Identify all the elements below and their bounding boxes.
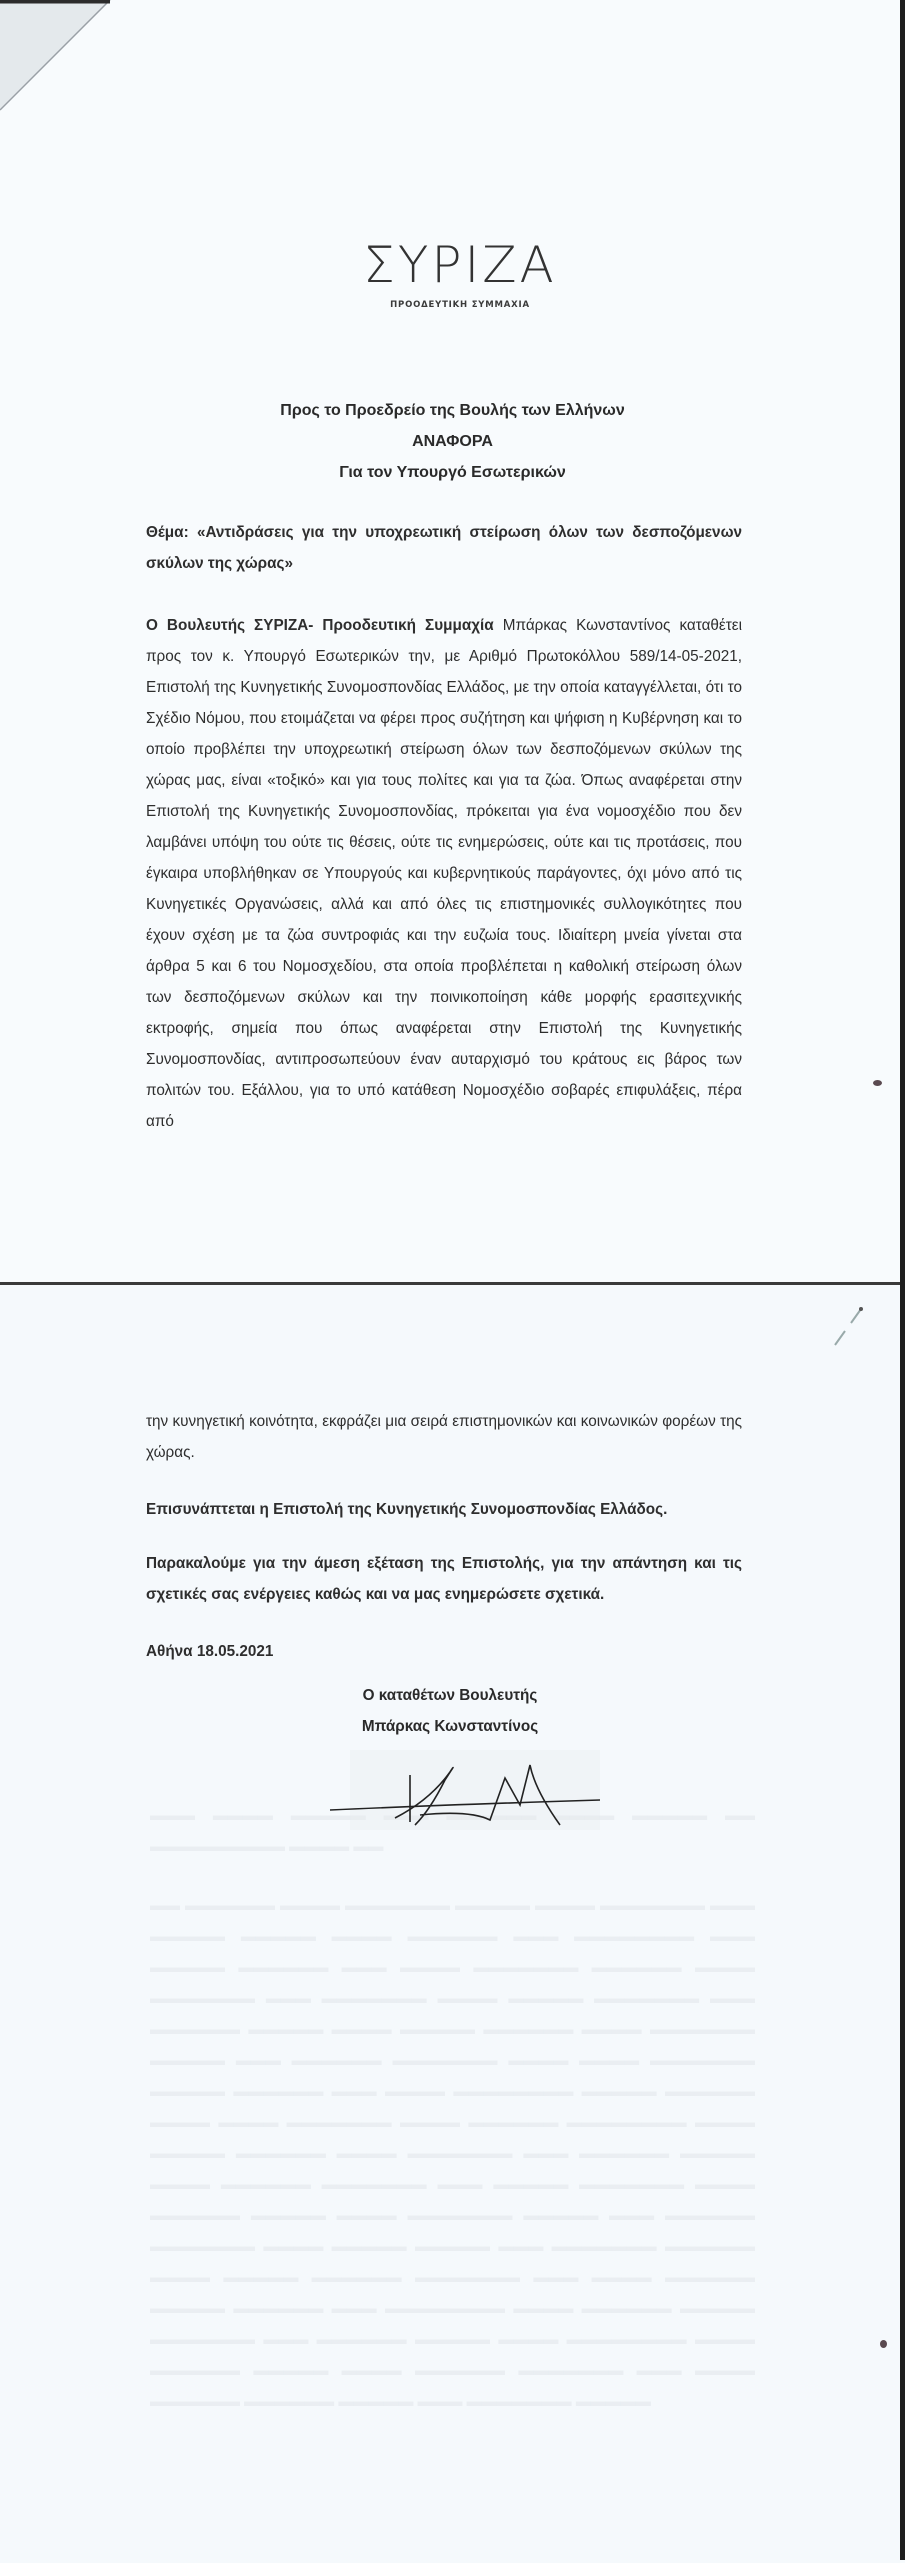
attachment-note: Επισυνάπτεται η Επιστολή της Κυνηγετικής Συνομοσπονδίας Ελλάδος. xyxy=(146,1501,668,1518)
body-paragraph xyxy=(146,610,742,1137)
staple-mark xyxy=(825,1305,865,1350)
body-paragraph-continued: την κυνηγετική κοινότητα, εκφράζει μια σειρά επιστημονικών και κοινωνικών φορέων της χώρας. xyxy=(146,1413,742,1461)
scan-edge xyxy=(900,0,905,2560)
signatory-role: Ο καταθέτων Βουλευτής xyxy=(362,1687,538,1704)
handwritten-signature xyxy=(320,1750,610,1830)
document-type-heading: ΑΝΑΦΟΡΑ xyxy=(412,433,493,450)
logo-mark: ΣΥΡΙΖΑ xyxy=(363,236,557,294)
subject-line: Θέμα: «Αντιδράσεις για την υποχρεωτική στείρωση όλων των δεσποζόμενων σκύλων της χώρας» xyxy=(146,524,742,572)
party-logo xyxy=(350,236,570,310)
document-page-1 xyxy=(0,0,900,1282)
scan-speck xyxy=(873,1080,882,1086)
logo-subtitle: ΠΡΟΟΔΕΥΤΙΚΗ ΣΥΜΜΑΧΙΑ xyxy=(390,300,530,310)
body-text: Μπάρκας Κωνσταντίνος καταθέτει προς τον κ. Υπουργό Εσωτερικών την, με Αριθμό Πρωτοκόλλου 589/14-05-2021, Επιστολή της Κυνηγετικής Συνομοσπονδίας Ελλάδος, με την οποία καταγγέλλεται, ότι το Σχέδιο Νόμου, που ετοιμάζεται να φέρει προς συζήτηση και ψήφιση η Κυβέρνηση και το οποίο προβλέπει την υποχρεωτική στείρωση όλων των δεσποζόμενων σκύλων της χώρας μας, είναι «τοξικό» και για τους πολίτες και για τα ζώα. Όπως αναφέρεται στην Επιστολή της Κυνηγετικής Συνομοσπονδίας, πρόκειται για ένα νομοσχέδιο που δεν λαμβάνει υπόψη του ούτε τις θέσεις, ούτε τις ενημερώσεις, ούτε και τις προτάσεις, που έγκαιρα υποβλήθηκαν σε Υπουργούς και κυβερνητικούς παράγοντες, όχι μόνο από τις Κυνηγετικές Οργανώσεις, αλλά και από όλες τις επιστημονικές συλλογικότητες που έχουν σχέση με τα ζώα συντροφιάς και την ευζωία τους. Ιδιαίτερη μνεία γίνεται στα άρθρα 5 και 6 του Νομοσχεδίου, στα οποία προβλέπεται η καθολική στείρωση όλων των δεσποζόμενων σκύλων και την ποινικοποίηση κάθε μορφής ερασιτεχνικής εκτροφής, σημεία που όπως αναφέρεται στην Επιστολή της Κυνηγετικής Συνομοσπονδίας, αντιπροσωπεύουν έναν αυταρχισμό του κράτους εις βάρος των πολιτών του. Εξάλλου, για το υπό κατάθεση Νομοσχέδιο σοβαρές επιφυλάξεις, πέρα από xyxy=(146,617,743,1130)
recipient-heading: Για τον Υπουργό Εσωτερικών xyxy=(339,464,566,481)
request-paragraph: Παρακαλούμε για την άμεση εξέταση της Επιστολής, για την απάντηση και τις σχετικές σας ενέργειες καθώς και να μας ενημερώσετε σχετικά. xyxy=(146,1555,742,1603)
signatory-name: Μπάρκας Κωνσταντίνος xyxy=(361,1718,539,1735)
bleed-through-text: ▬▬ ▬▬▬▬▬▬ ▬▬▬▬ ▬▬▬▬▬▬▬ ▬▬▬▬▬ ▬▬▬▬ ▬▬▬▬▬▬▬ ▬▬▬ ▬▬▬▬▬ ▬▬▬▬▬ ▬▬▬▬ ▬▬▬▬▬▬ ▬▬▬ ▬▬▬▬▬▬▬▬ ▬▬▬ ▬▬▬▬▬ ▬▬▬▬▬▬ ▬▬▬ ▬▬▬▬ ▬▬▬▬▬▬▬ ▬▬▬▬▬▬ ▬▬▬▬ ▬▬▬▬▬▬▬ ▬▬▬ ▬▬▬▬▬▬▬ ▬▬▬▬ ▬▬▬▬▬ ▬▬▬▬▬▬▬ ▬▬▬ ▬▬▬▬▬▬ ▬▬▬▬▬ ▬▬▬▬ ▬▬▬▬▬ ▬▬▬▬▬▬ ▬▬▬▬ ▬▬▬▬▬▬▬ ▬▬▬▬▬ ▬▬▬ ▬▬▬▬▬▬ ▬▬▬▬▬▬▬ ▬▬▬▬ ▬▬▬▬ ▬▬▬▬▬▬▬ ▬▬▬▬▬ ▬▬▬▬▬▬ ▬▬▬ ▬▬▬▬ ▬▬▬▬▬▬▬▬ ▬▬▬▬▬ ▬▬▬▬▬▬ ▬▬▬▬ ▬▬▬▬ ▬▬▬▬▬▬▬ ▬▬▬▬ ▬▬▬▬▬▬ ▬▬▬▬▬▬▬▬ ▬▬▬▬ ▬▬▬▬▬ ▬▬▬▬▬▬ ▬▬▬▬ ▬▬▬▬▬▬▬ ▬▬▬ ▬▬▬▬▬▬ ▬▬▬▬▬ ▬▬▬▬ ▬▬▬▬▬▬ ▬▬▬▬▬▬▬ ▬▬▬ ▬▬▬▬▬ ▬▬▬▬▬▬▬ ▬▬▬▬ ▬▬▬▬▬▬ ▬▬▬▬▬ ▬▬▬▬ ▬▬▬▬▬▬▬ ▬▬▬▬▬ ▬▬▬ ▬▬▬▬▬▬ ▬▬▬▬▬▬▬ ▬▬▬▬ ▬▬▬▬▬ ▬▬▬▬▬ ▬▬▬ ▬▬▬▬▬▬▬ ▬▬▬▬▬▬ ▬▬▬▬ ▬▬▬▬▬ ▬▬▬▬▬▬ ▬▬▬▬▬▬▬ ▬▬▬ ▬▬▬▬ ▬▬▬▬▬▬ ▬▬▬▬▬ ▬▬▬▬▬▬ ▬▬▬ ▬▬▬▬▬▬▬▬ ▬▬▬▬ ▬▬▬▬▬▬ ▬▬▬▬▬ ▬▬▬▬▬▬▬ ▬▬▬ ▬▬▬▬▬▬ ▬▬▬▬▬ ▬▬▬▬ ▬▬▬▬▬▬▬▬ ▬▬▬▬ ▬▬▬▬▬▬ ▬▬▬▬▬ ▬▬▬▬ ▬▬▬▬▬▬ ▬▬▬▬▬▬▬ ▬▬▬ ▬▬▬▬ ▬▬▬▬▬▬ ▬▬▬▬▬▬ ▬▬▬▬▬ ▬▬▬ ▬▬▬▬▬▬▬ ▬▬▬▬▬ xyxy=(150,1897,755,2410)
body-lead: Ο Βουλευτής ΣΥΡΙΖΑ- Προοδευτική Συμμαχία xyxy=(146,617,494,634)
scan-speck xyxy=(880,2340,887,2348)
date-place: Αθήνα 18.05.2021 xyxy=(146,1643,274,1660)
addressee-heading: Προς το Προεδρείο της Βουλής των Ελλήνων xyxy=(280,402,625,419)
bleed-through-text: ▬▬▬ ▬▬▬▬ ▬▬▬▬▬ ▬▬▬ ▬▬▬▬▬▬ ▬▬▬▬ ▬▬▬▬▬ ▬▬ ▬▬▬▬▬▬▬▬▬ ▬▬▬▬ ▬▬ xyxy=(150,1807,755,1855)
